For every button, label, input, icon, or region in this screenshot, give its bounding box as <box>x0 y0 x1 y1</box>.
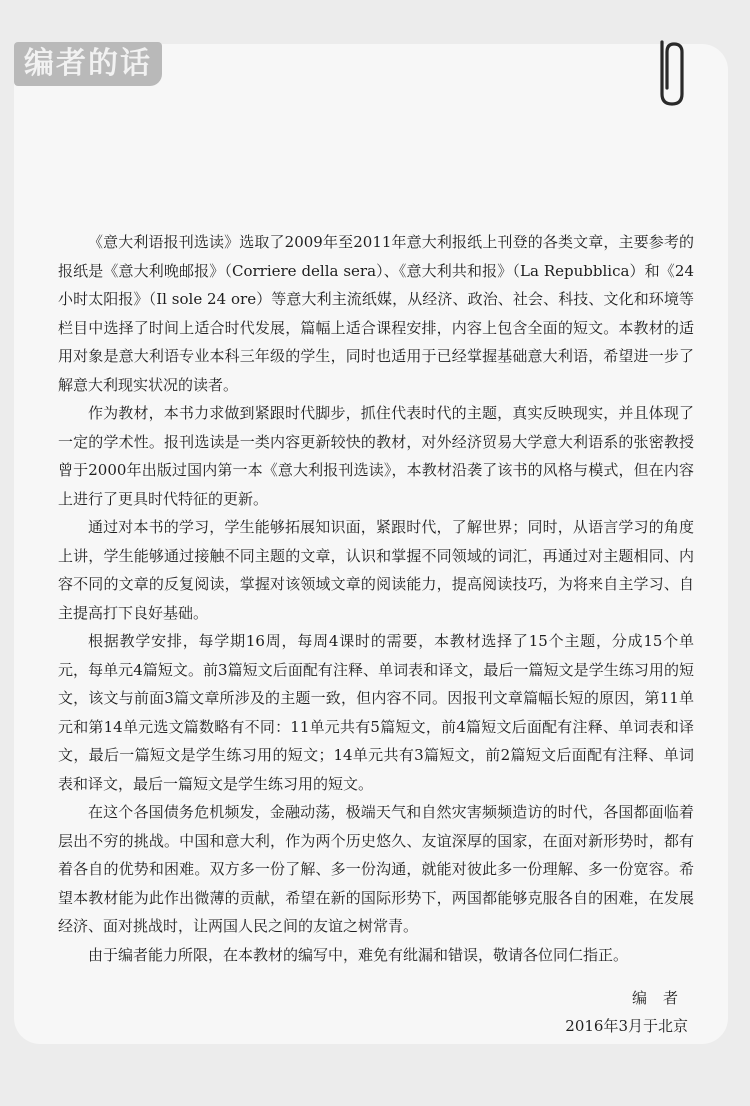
signature-block <box>488 984 694 1040</box>
paragraph: 在这个各国债务危机频发，金融动荡，极端天气和自然灾害频频造访的时代，各国都面临着层出不穷的挑战。中国和意大利，作为两个历史悠久、友谊深厚的国家，在面对新形势时，都有着各自的优势和困难。双方多一份了解、多一份沟通，就能对彼此多一份理解、多一份宽容。希望本教材能为此作出微薄的贡献，希望在新的国际形势下，两国都能够克服各自的困难，在发展经济、面对挑战时，让两国人民之间的友谊之树常青。 <box>58 803 694 935</box>
signature-author: 编者 <box>631 989 694 1007</box>
paragraph: 通过对本书的学习，学生能够拓展知识面，紧跟时代，了解世界；同时，从语言学习的角度上讲，学生能够通过接触不同主题的文章，认识和掌握不同领域的词汇，再通过对主题相同、内容不同的文章的反复阅读，掌握对该领域文章的阅读能力，提高阅读技巧，为将来自主学习、自主提高打下良好基础。 <box>58 518 694 622</box>
paragraph: 由于编者能力所限，在本教材的编写中，难免有纰漏和错误，敬请各位同仁指正。 <box>88 945 629 964</box>
paragraph: 根据教学安排，每学期16周，每周4课时的需要，本教材选择了15个主题，分成15个单元，每单元4篇短文。前3篇短文后面配有注释、单词表和译文，最后一篇短文是学生练习用的短文，该文与前面3篇文章所涉及的主题一致，但内容不同。因报刊文章篇幅长短的原因，第11单元和第14单元选文篇数略有不同：11单元共有5篇短文，前4篇短文后面配有注释、单词表和译文，最后一篇短文是学生练习用的短文；14单元共有3篇短文，前2篇短文后面配有注释、单词表和译文，最后一篇短文是学生练习用的短文。 <box>58 632 694 793</box>
preface-body <box>58 228 694 969</box>
paragraph: 《意大利语报刊选读》选取了2009年至2011年意大利报纸上刊登的各类文章，主要参考的报纸是《意大利晚邮报》（Corriere della sera）、《意大利共和报》（La Repubblica）和《24小时太阳报》（Il sole 24 ore）等意大利主流纸媒，从经济、政治、社会、科技、文化和环境等栏目中选择了时间上适合时代发展，篇幅上适合课程安排，内容上包含全面的短文。本教材的适用对象是意大利语专业本科三年级的学生，同时也适用于已经掌握基础意大利语，希望进一步了解意大利现实状况的读者。 <box>58 233 694 394</box>
paragraph: 作为教材，本书力求做到紧跟时代脚步，抓住代表时代的主题，真实反映现实，并且体现了一定的学术性。报刊选读是一类内容更新较快的教材，对外经济贸易大学意大利语系的张密教授曾于2000年出版过国内第一本《意大利报刊选读》，本教材沿袭了该书的风格与模式，但在内容上进行了更具时代特征的更新。 <box>58 404 694 508</box>
signature-date: 2016年3月于北京 <box>565 1017 688 1035</box>
page-title: 编者的话 <box>14 42 162 86</box>
paperclip-icon <box>652 38 692 108</box>
